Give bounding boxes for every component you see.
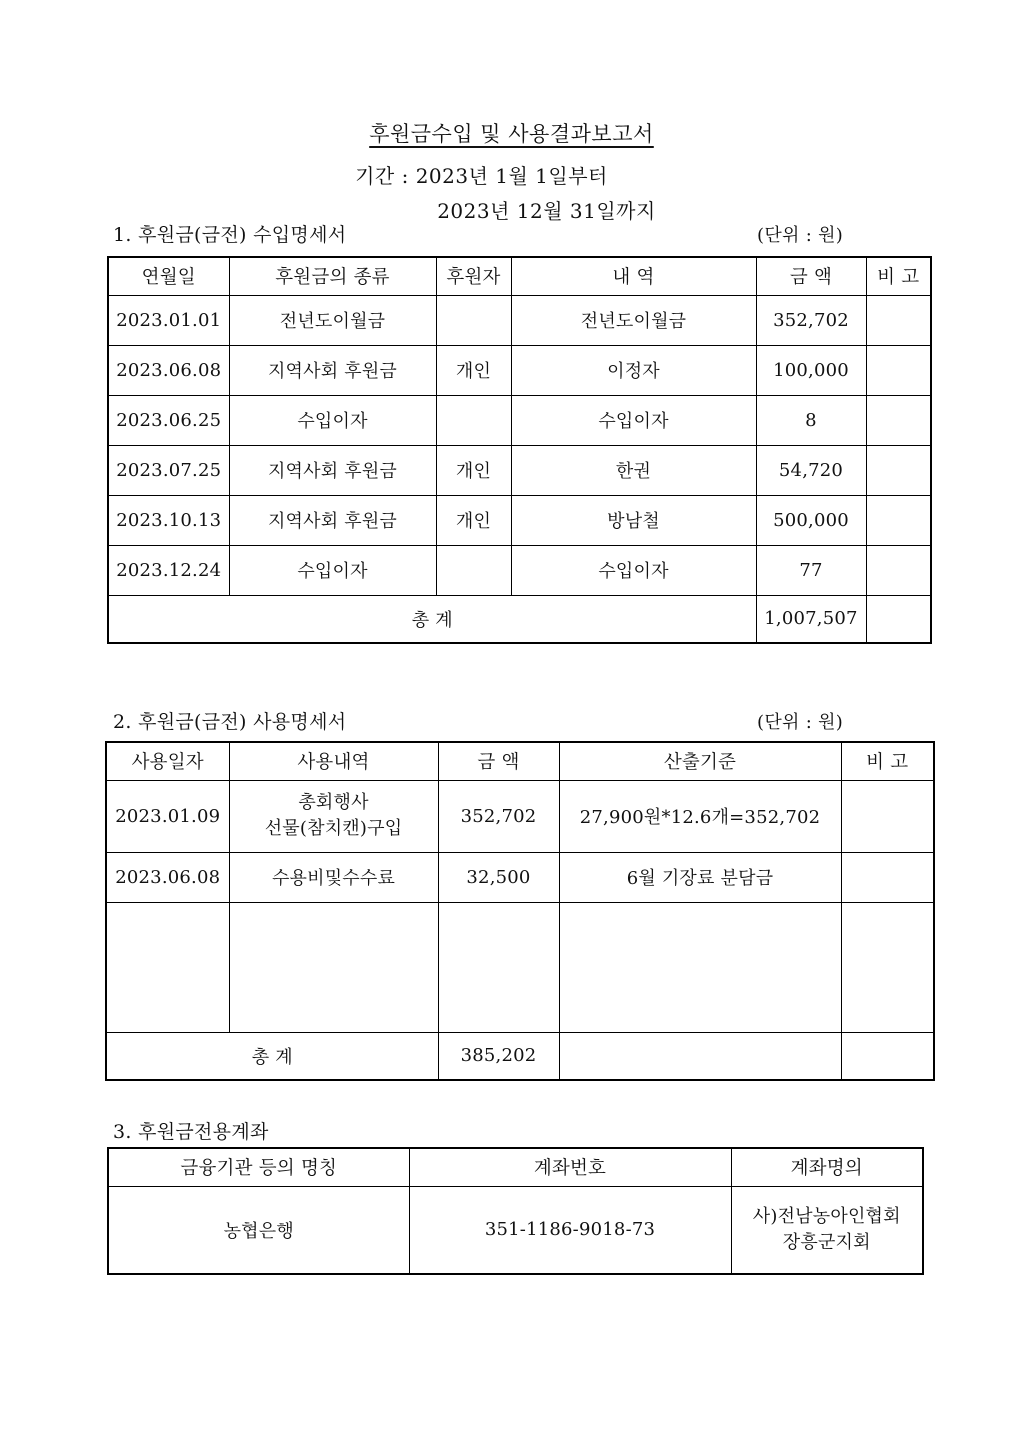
income-cell-date: 2023.06.25 xyxy=(108,395,229,445)
expense-cell-date: 2023.06.08 xyxy=(106,852,229,902)
income-cell-note xyxy=(866,295,931,345)
expense-cell-date: 2023.01.09 xyxy=(106,780,229,852)
income-total-note xyxy=(866,595,931,643)
income-cell-kind: 지역사회 후원금 xyxy=(229,495,436,545)
expense-total-row xyxy=(106,1032,934,1080)
expense-cell-basis: 27,900원*12.6개=352,702 xyxy=(559,780,841,852)
income-cell-date: 2023.07.25 xyxy=(108,445,229,495)
income-cell-detail: 수입이자 xyxy=(511,545,756,595)
income-cell-amount: 100,000 xyxy=(756,345,866,395)
section-heading-expense: 2. 후원금(금전) 사용명세서 xyxy=(113,711,347,733)
table-row xyxy=(108,495,931,545)
income-cell-detail: 이정자 xyxy=(511,345,756,395)
income-cell-kind: 지역사회 후원금 xyxy=(229,445,436,495)
expense-cell-detail: 수용비및수수료 xyxy=(229,852,438,902)
page-title: 후원금수입 및 사용결과보고서 xyxy=(369,122,654,146)
expense-col-date: 사용일자 xyxy=(106,742,229,780)
income-col-amount: 금 액 xyxy=(756,257,866,295)
income-cell-donor: 개인 xyxy=(436,445,511,495)
expense-detail-line-1: 총회행사 xyxy=(298,791,369,813)
table-row xyxy=(108,295,931,345)
expense-col-basis: 산출기준 xyxy=(559,742,841,780)
expense-col-amount: 금 액 xyxy=(438,742,559,780)
income-cell-amount: 8 xyxy=(756,395,866,445)
account-table-header-row xyxy=(108,1148,923,1186)
expense-detail-line-2: 선물(참치캔)구입 xyxy=(264,818,403,839)
unit-note-expense: (단위 : 원) xyxy=(757,712,844,733)
income-cell-donor xyxy=(436,295,511,345)
expense-blank-cell xyxy=(559,902,841,1032)
income-table-header-row xyxy=(108,257,931,295)
income-col-date: 연월일 xyxy=(108,257,229,295)
income-cell-amount: 352,702 xyxy=(756,295,866,345)
title-block xyxy=(0,118,1023,224)
income-cell-kind: 수입이자 xyxy=(229,545,436,595)
table-row xyxy=(108,1186,923,1274)
income-cell-detail: 전년도이월금 xyxy=(511,295,756,345)
income-total-amount: 1,007,507 xyxy=(756,595,866,643)
expense-blank-cell xyxy=(229,902,438,1032)
period-line-1: 기간 : 2023년 1월 1일부터 xyxy=(355,164,608,188)
expense-blank-cell xyxy=(106,902,229,1032)
expense-col-note: 비 고 xyxy=(841,742,934,780)
income-cell-date: 2023.10.13 xyxy=(108,495,229,545)
expense-total-note xyxy=(841,1032,934,1080)
income-cell-note xyxy=(866,495,931,545)
income-col-donor: 후원자 xyxy=(436,257,511,295)
expense-table-header-row xyxy=(106,742,934,780)
expense-total-basis xyxy=(559,1032,841,1080)
account-cell-number: 351-1186-9018-73 xyxy=(409,1186,731,1274)
expense-cell-note xyxy=(841,780,934,852)
expense-blank-cell xyxy=(841,902,934,1032)
account-cell-bank: 농협은행 xyxy=(108,1186,409,1274)
income-cell-amount: 500,000 xyxy=(756,495,866,545)
income-cell-donor: 개인 xyxy=(436,345,511,395)
period-line-2: 2023년 12월 31일까지 xyxy=(437,199,656,223)
income-col-kind: 후원금의 종류 xyxy=(229,257,436,295)
table-row xyxy=(108,345,931,395)
expense-total-label: 총 계 xyxy=(106,1032,438,1080)
income-cell-note xyxy=(866,345,931,395)
expense-cell-amount: 352,702 xyxy=(438,780,559,852)
section-heading-income: 1. 후원금(금전) 수입명세서 xyxy=(113,224,347,246)
table-row xyxy=(106,852,934,902)
income-cell-donor xyxy=(436,545,511,595)
account-holder-line-2: 장흥군지회 xyxy=(782,1231,871,1253)
expense-blank-cell xyxy=(438,902,559,1032)
income-cell-detail: 수입이자 xyxy=(511,395,756,445)
account-holder-line-1: 사)전남농아인협회 xyxy=(752,1205,901,1227)
expense-cell-note xyxy=(841,852,934,902)
income-cell-date: 2023.12.24 xyxy=(108,545,229,595)
income-table xyxy=(107,256,932,644)
income-cell-kind: 지역사회 후원금 xyxy=(229,345,436,395)
income-cell-detail: 방남철 xyxy=(511,495,756,545)
income-cell-kind: 수입이자 xyxy=(229,395,436,445)
income-cell-note xyxy=(866,395,931,445)
income-cell-note xyxy=(866,445,931,495)
table-row xyxy=(106,780,934,852)
income-cell-date: 2023.01.01 xyxy=(108,295,229,345)
expense-col-detail: 사용내역 xyxy=(229,742,438,780)
table-row xyxy=(108,445,931,495)
expense-total-amount: 385,202 xyxy=(438,1032,559,1080)
expense-cell-basis: 6월 기장료 분담금 xyxy=(559,852,841,902)
income-col-detail: 내 역 xyxy=(511,257,756,295)
income-cell-amount: 54,720 xyxy=(756,445,866,495)
income-cell-amount: 77 xyxy=(756,545,866,595)
account-col-holder: 계좌명의 xyxy=(731,1148,923,1186)
expense-cell-amount: 32,500 xyxy=(438,852,559,902)
expense-table xyxy=(105,741,935,1081)
expense-cell-detail xyxy=(229,780,438,852)
income-total-row xyxy=(108,595,931,643)
table-row xyxy=(108,395,931,445)
income-cell-donor: 개인 xyxy=(436,495,511,545)
expense-blank-space-row xyxy=(106,902,934,1032)
table-row xyxy=(108,545,931,595)
account-col-bank: 금융기관 등의 명칭 xyxy=(108,1148,409,1186)
income-cell-donor xyxy=(436,395,511,445)
section-heading-account: 3. 후원금전용계좌 xyxy=(113,1121,269,1143)
income-cell-date: 2023.06.08 xyxy=(108,345,229,395)
income-total-label: 총 계 xyxy=(108,595,756,643)
income-cell-note xyxy=(866,545,931,595)
account-col-number: 계좌번호 xyxy=(409,1148,731,1186)
income-col-note: 비 고 xyxy=(866,257,931,295)
income-cell-detail: 한권 xyxy=(511,445,756,495)
account-cell-holder xyxy=(731,1186,923,1274)
account-table xyxy=(107,1147,924,1275)
income-cell-kind: 전년도이월금 xyxy=(229,295,436,345)
unit-note-income: (단위 : 원) xyxy=(757,225,844,246)
